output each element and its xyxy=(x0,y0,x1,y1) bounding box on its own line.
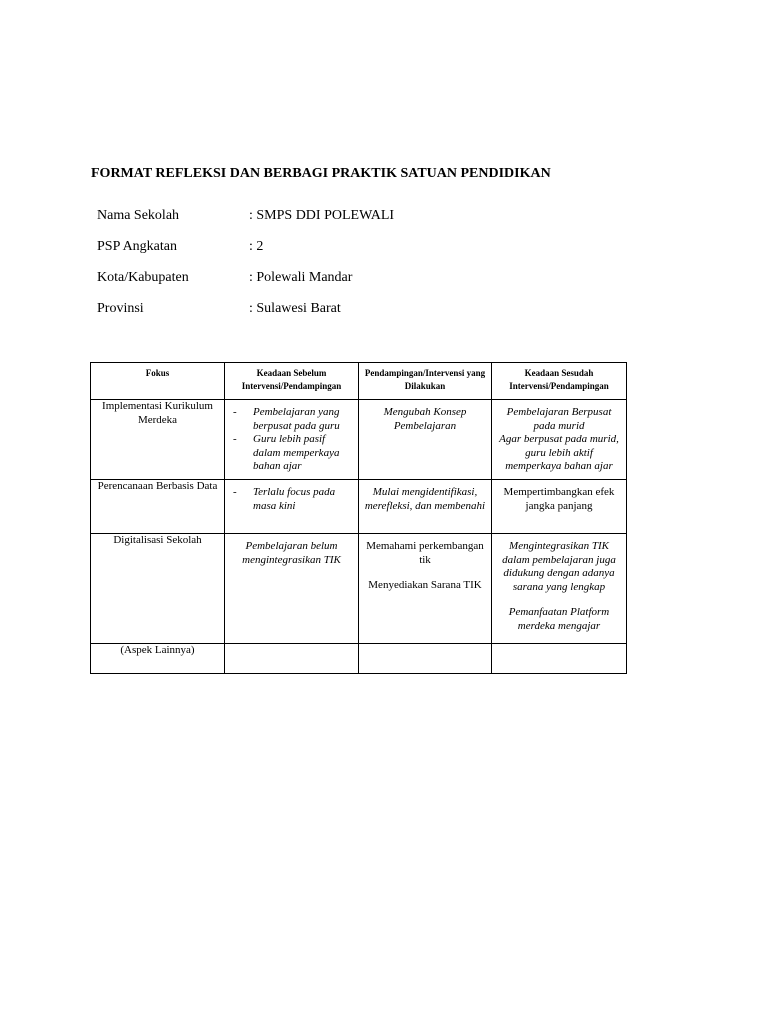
before-cell xyxy=(225,644,359,674)
info-value: : SMPS DDI POLEWALI xyxy=(249,208,395,223)
focus-cell: (Aspek Lainnya) xyxy=(91,644,225,674)
list-item: - Pembelajaran yang berpusat pada guru xyxy=(253,406,354,433)
table-row xyxy=(91,400,627,480)
table-header-row xyxy=(91,363,627,400)
list-item: - Terlalu focus pada masa kini xyxy=(253,486,354,513)
after-cell: Mengintegrasikan TIK dalam pembelajaran juga didukung dengan adanya sarana yang lengkap Pemanfaatan Platform merdeka mengajar xyxy=(492,534,627,644)
header-before: Keadaan Sebelum Intervensi/Pendampingan xyxy=(225,363,359,400)
document-title: FORMAT REFLEKSI DAN BERBAGI PRAKTIK SATUAN PENDIDIKAN xyxy=(91,166,551,181)
intervention-cell: Mulai mengidentifikasi, merefleksi, dan membenahi xyxy=(359,480,492,534)
info-value: : Sulawesi Barat xyxy=(249,301,341,316)
info-label: PSP Angkatan xyxy=(97,239,177,254)
info-label: Provinsi xyxy=(97,301,144,316)
before-cell xyxy=(225,480,359,534)
intervention-cell xyxy=(359,644,492,674)
after-cell: Pembelajaran Berpusat pada murid Agar berpusat pada murid, guru lebih aktif memperkaya bahan ajar xyxy=(492,400,627,480)
header-intervention: Pendampingan/Intervensi yang Dilakukan xyxy=(359,363,492,400)
intervention-cell: Memahami perkembangan tik Menyediakan Sarana TIK xyxy=(359,534,492,644)
info-value: : Polewali Mandar xyxy=(249,270,353,285)
list-item: - Guru lebih pasif dalam memperkaya bahan ajar xyxy=(253,433,354,474)
table-row xyxy=(91,480,627,534)
focus-cell: Perencanaan Berbasis Data xyxy=(91,480,225,534)
before-cell: Pembelajaran belum mengintegrasikan TIK xyxy=(225,534,359,644)
after-cell: Mempertimbangkan efek jangka panjang xyxy=(492,480,627,534)
info-label: Nama Sekolah xyxy=(97,208,180,223)
header-after: Keadaan Sesudah Intervensi/Pendampingan xyxy=(492,363,627,400)
info-value: : 2 xyxy=(249,239,264,254)
table-row xyxy=(91,644,627,674)
after-cell xyxy=(492,644,627,674)
table-row xyxy=(91,534,627,644)
intervention-cell: Mengubah Konsep Pembelajaran xyxy=(359,400,492,480)
info-label: Kota/Kabupaten xyxy=(97,270,189,285)
header-focus: Fokus xyxy=(91,363,225,400)
focus-cell: Implementasi Kurikulum Merdeka xyxy=(91,400,225,480)
before-cell xyxy=(225,400,359,480)
reflection-table xyxy=(90,362,627,674)
focus-cell: Digitalisasi Sekolah xyxy=(91,534,225,644)
